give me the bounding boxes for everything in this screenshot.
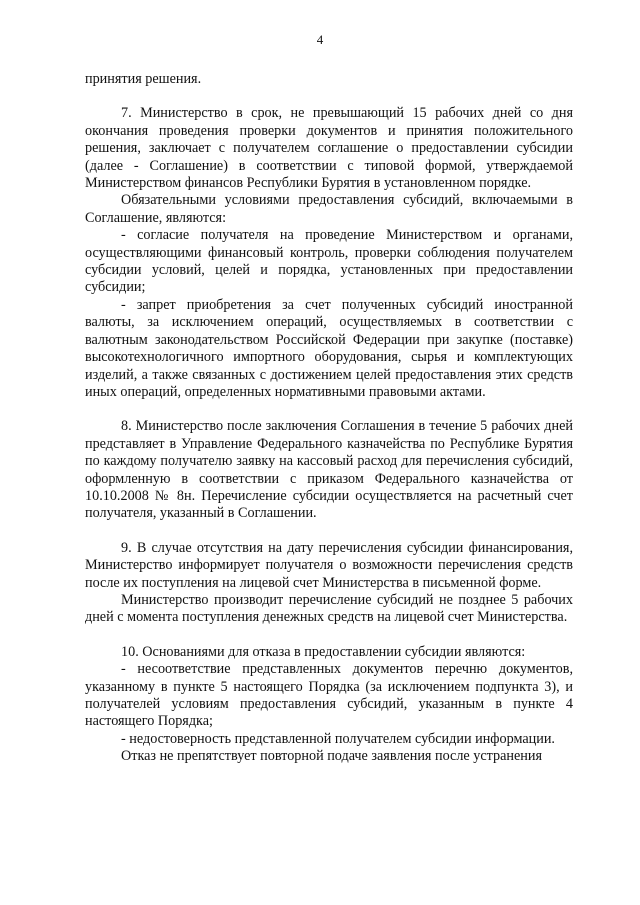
- paragraph-refusal-resubmission: Отказ не препятствует повторной подаче заявления после устранения: [121, 748, 542, 765]
- paragraph-conditions-intro: Обязательными условиями предоставления субсидий, включаемыми в Соглашение, являются:: [85, 192, 573, 226]
- paragraph-refusal-documents: - несоответствие представленных документов перечню документов, указанному в пункте 5 настоящего Порядка (за исключением подпункта 3), и получателей условиям предоставления субсидий, указанным в пункте 4 настоящего Порядка;: [85, 661, 573, 730]
- page-number: 4: [316, 32, 324, 47]
- paragraph-condition-currency-ban: - запрет приобретения за счет полученных субсидий иностранной валюты, за исключением операций, осуществляемых в соответствии с валютным законодательством Российской Федерации при закупке (поставке) высокотехнологичного импортного оборудования, сырья и комплектующих изделий, а также связанных с достижением целей предоставления этих средств иных операций, определенных нормативными правовыми актами.: [85, 296, 573, 400]
- paragraph-transfer-deadline: Министерство производит перечисление субсидий не позднее 5 рабочих дней с момента поступления денежных средств на лицевой счет Министерства.: [85, 591, 573, 626]
- paragraph-item-10: 10. Основаниями для отказа в предоставлении субсидии являются:: [121, 643, 526, 660]
- paragraph-item-8: 8. Министерство после заключения Соглашения в течение 5 рабочих дней представляет в Управление Федерального казначейства по Республике Бурятия по каждому получателю заявку на кассовый расход для перечисления субсидий, оформленную в соответствии с приказом Федерального казначейства от 10.10.2008 № 8н. Перечисление субсидии осуществляется на расчетный счет получателя, указанный в Соглашении.: [85, 418, 573, 522]
- paragraph-item-9: 9. В случае отсутствия на дату перечисления субсидии финансирования, Министерство информирует получателя о возможности перечисления средств после их поступления на лицевой счет Министерства в письменной форме.: [85, 539, 573, 591]
- paragraph-item-7: 7. Министерство в срок, не превышающий 15 рабочих дней со дня окончания проведения проверки документов и принятия положительного решения, заключает с получателем соглашение о предоставлении субсидии (далее - Соглашение) в соответствии с типовой формой, утверждаемой Министерством финансов Республики Бурятия в установленном порядке.: [85, 105, 573, 192]
- paragraph-continuation: принятия решения.: [85, 71, 202, 87]
- paragraph-condition-consent: - согласие получателя на проведение Министерством и органами, осуществляющими финансовый контроль, проверки соблюдения получателем субсидии условий, целей и порядка, установленных при предоставлении субсидии;: [85, 227, 573, 296]
- document-body: [85, 71, 573, 766]
- paragraph-refusal-unreliable-info: - недостоверность представленной получателем субсидии информации.: [121, 730, 555, 747]
